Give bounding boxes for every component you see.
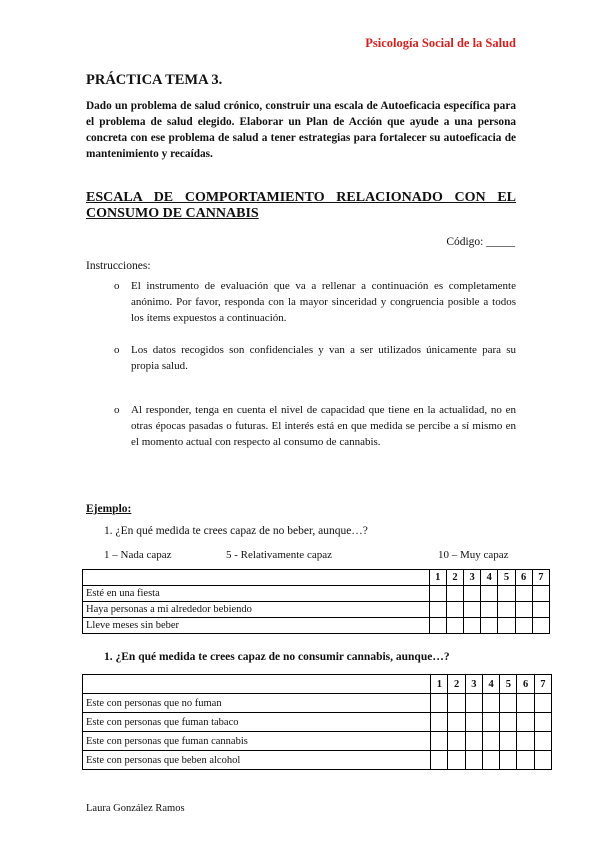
scale-legend bbox=[104, 549, 518, 563]
rating-cell[interactable] bbox=[482, 694, 499, 713]
column-header: 7 bbox=[534, 675, 551, 694]
practice-description: Dado un problema de salud crónico, construir una escala de Autoeficacia específica para el problema de salud elegido. Elaborar un Plan de Acción que ayude a una persona concreta con ese problema de salud a tener estrategias para fortalecer su autoeficacia de mantenimiento y recaídas. bbox=[86, 100, 516, 160]
item-label: Este con personas que no fuman bbox=[83, 694, 431, 713]
rating-cell[interactable] bbox=[446, 602, 463, 618]
list-item bbox=[114, 342, 516, 374]
rating-cell[interactable] bbox=[517, 732, 534, 751]
rating-cell[interactable] bbox=[515, 602, 532, 618]
list-item bbox=[114, 278, 516, 326]
table-row bbox=[83, 732, 552, 751]
rating-cell[interactable] bbox=[431, 732, 448, 751]
item-label: Este con personas que fuman cannabis bbox=[83, 732, 431, 751]
rating-cell[interactable] bbox=[534, 751, 551, 770]
column-header: 7 bbox=[532, 570, 549, 586]
scale-title-line1: ESCALA DE COMPORTAMIENTO RELACIONADO CON EL bbox=[86, 190, 516, 205]
column-header: 6 bbox=[517, 675, 534, 694]
table-row bbox=[83, 586, 550, 602]
rating-cell[interactable] bbox=[465, 713, 482, 732]
rating-cell[interactable] bbox=[517, 694, 534, 713]
table-header-empty bbox=[83, 675, 431, 694]
rating-cell[interactable] bbox=[498, 602, 515, 618]
item-label: Este con personas que beben alcohol bbox=[83, 751, 431, 770]
footer-author: Laura González Ramos bbox=[86, 803, 185, 814]
table-row bbox=[83, 694, 552, 713]
rating-cell[interactable] bbox=[465, 732, 482, 751]
rating-cell[interactable] bbox=[481, 586, 498, 602]
item-label: Esté en una fiesta bbox=[83, 586, 430, 602]
rating-cell[interactable] bbox=[532, 602, 549, 618]
rating-cell[interactable] bbox=[448, 694, 465, 713]
table-row bbox=[83, 713, 552, 732]
rating-cell[interactable] bbox=[500, 751, 517, 770]
scale-title-line2: CONSUMO DE CANNABIS bbox=[86, 206, 259, 221]
question-1: 1. ¿En qué medida te crees capaz de no consumir cannabis, aunque…? bbox=[104, 651, 450, 663]
rating-cell[interactable] bbox=[429, 602, 446, 618]
rating-cell[interactable] bbox=[464, 586, 481, 602]
legend-high: 10 – Muy capaz bbox=[438, 549, 509, 561]
question-1-table bbox=[82, 674, 552, 770]
rating-cell[interactable] bbox=[482, 751, 499, 770]
bullet-marker: o bbox=[114, 344, 120, 356]
instruction-text: Los datos recogidos son confidenciales y van a ser utilizados únicamente para su propia salud. bbox=[131, 344, 516, 372]
column-header: 1 bbox=[429, 570, 446, 586]
example-label: Ejemplo: bbox=[86, 503, 132, 515]
rating-cell[interactable] bbox=[465, 694, 482, 713]
rating-cell[interactable] bbox=[500, 732, 517, 751]
rating-cell[interactable] bbox=[429, 586, 446, 602]
table-header-row bbox=[83, 570, 550, 586]
instructions-label: Instrucciones: bbox=[86, 260, 151, 272]
item-label: Haya personas a mi alrededor bebiendo bbox=[83, 602, 430, 618]
rating-cell[interactable] bbox=[515, 618, 532, 634]
rating-cell[interactable] bbox=[448, 732, 465, 751]
rating-cell[interactable] bbox=[464, 602, 481, 618]
column-header: 4 bbox=[481, 570, 498, 586]
rating-cell[interactable] bbox=[534, 694, 551, 713]
scale-title bbox=[86, 190, 516, 222]
rating-cell[interactable] bbox=[446, 618, 463, 634]
table-row bbox=[83, 618, 550, 634]
list-item bbox=[114, 402, 516, 450]
rating-cell[interactable] bbox=[532, 586, 549, 602]
rating-cell[interactable] bbox=[464, 618, 481, 634]
column-header: 3 bbox=[464, 570, 481, 586]
column-header: 5 bbox=[500, 675, 517, 694]
table-header-empty bbox=[83, 570, 430, 586]
rating-cell[interactable] bbox=[448, 751, 465, 770]
rating-cell[interactable] bbox=[482, 732, 499, 751]
rating-cell[interactable] bbox=[500, 694, 517, 713]
rating-cell[interactable] bbox=[500, 713, 517, 732]
rating-cell[interactable] bbox=[498, 586, 515, 602]
rating-cell[interactable] bbox=[534, 732, 551, 751]
rating-cell[interactable] bbox=[481, 602, 498, 618]
column-header: 1 bbox=[431, 675, 448, 694]
column-header: 6 bbox=[515, 570, 532, 586]
rating-cell[interactable] bbox=[448, 713, 465, 732]
rating-cell[interactable] bbox=[515, 586, 532, 602]
column-header: 3 bbox=[465, 675, 482, 694]
rating-cell[interactable] bbox=[465, 751, 482, 770]
rating-cell[interactable] bbox=[498, 618, 515, 634]
header-subject: Psicología Social de la Salud bbox=[365, 36, 516, 50]
legend-low: 1 – Nada capaz bbox=[104, 549, 172, 561]
item-label: Lleve meses sin beber bbox=[83, 618, 430, 634]
example-table bbox=[82, 569, 550, 634]
rating-cell[interactable] bbox=[481, 618, 498, 634]
rating-cell[interactable] bbox=[431, 713, 448, 732]
column-header: 2 bbox=[446, 570, 463, 586]
bullet-marker: o bbox=[114, 280, 120, 292]
table-row bbox=[83, 602, 550, 618]
rating-cell[interactable] bbox=[532, 618, 549, 634]
column-header: 2 bbox=[448, 675, 465, 694]
rating-cell[interactable] bbox=[517, 751, 534, 770]
rating-cell[interactable] bbox=[517, 713, 534, 732]
example-question: 1. ¿En qué medida te crees capaz de no beber, aunque…? bbox=[104, 525, 368, 537]
instruction-text: El instrumento de evaluación que va a rellenar a continuación es completamente anónimo. Por favor, responda con la mayor sinceridad y congruencia posible a todos los ítems expuestos a continuación. bbox=[131, 280, 516, 324]
bullet-marker: o bbox=[114, 404, 120, 416]
code-field-label: Código: _____ bbox=[446, 236, 515, 248]
legend-mid: 5 - Relativamente capaz bbox=[226, 549, 332, 561]
rating-cell[interactable] bbox=[446, 586, 463, 602]
table-row bbox=[83, 751, 552, 770]
table-header-row bbox=[83, 675, 552, 694]
practice-title: PRÁCTICA TEMA 3. bbox=[86, 72, 223, 88]
rating-cell[interactable] bbox=[431, 751, 448, 770]
instruction-text: Al responder, tenga en cuenta el nivel de capacidad que tiene en la actualidad, no en otras épocas pasadas o futuras. El interés está en que medida se percibe a sí mismo en el momento actual con respecto al consumo de cannabis. bbox=[131, 404, 516, 448]
column-header: 5 bbox=[498, 570, 515, 586]
item-label: Este con personas que fuman tabaco bbox=[83, 713, 431, 732]
rating-cell[interactable] bbox=[482, 713, 499, 732]
column-header: 4 bbox=[482, 675, 499, 694]
rating-cell[interactable] bbox=[429, 618, 446, 634]
rating-cell[interactable] bbox=[534, 713, 551, 732]
rating-cell[interactable] bbox=[431, 694, 448, 713]
